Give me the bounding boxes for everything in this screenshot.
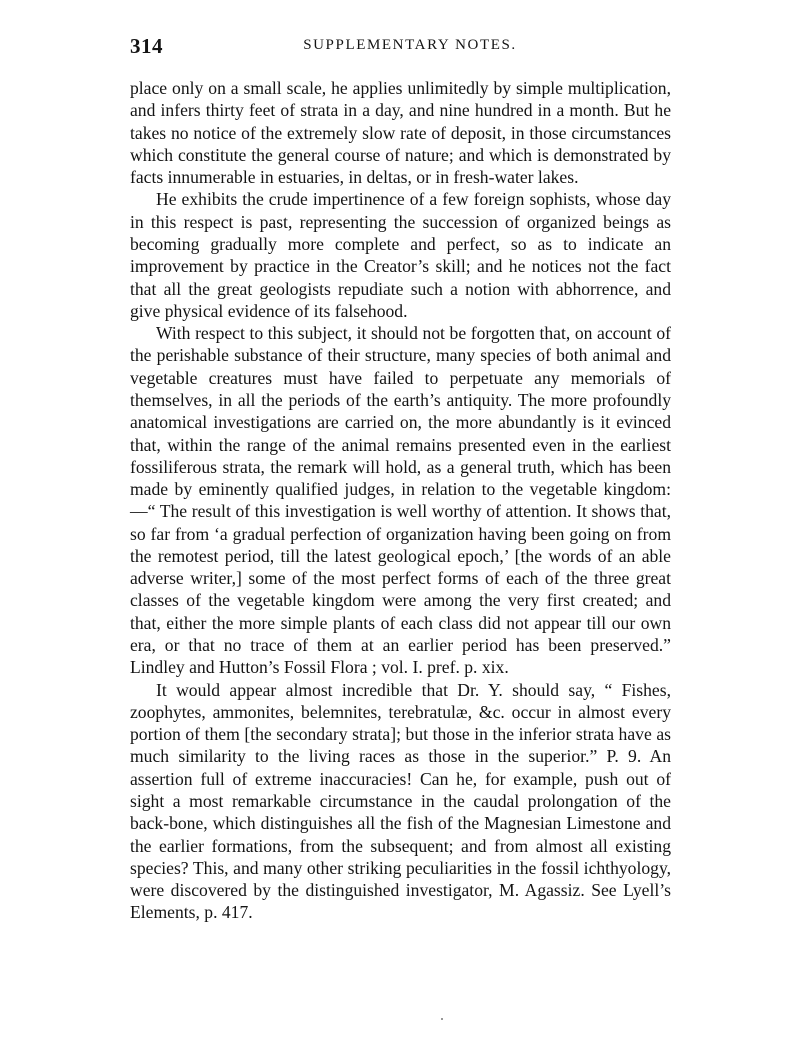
paragraph-continuation: place only on a small scale, he applies unlimitedly by simple multiplication, and infers thirty feet of strata in a day, and nine hundred in a month. But he takes no notice of the extremely slow rate of deposit, in those circumstances which constitute the general course of nature; and which is demonstrated by facts innumerable in estuaries, in deltas, or in fresh-water lakes. <box>130 78 671 188</box>
paragraph-perishable-substance: With respect to this subject, it should not be forgotten that, on account of the perishable substance of their structure, many species of both animal and vegetable creatures must have failed to perpetuate any memorials of themselves, in all the periods of the earth’s antiquity. The more profoundly anatomical investigations are carried on, the more abundantly is it evinced that, within the range of the animal remains presented even in the earliest fossiliferous strata, the remark will hold, as a general truth, which has been made by eminently qualified judges, in relation to the vegetable kingdom:—“ The result of this investigation is well worthy of attention. It shows that, so far from ‘a gradual perfection of organization having been going on from the remotest period, till the latest geological epoch,’ [the words of an able adverse writer,] some of the most perfect forms of each of the three great classes of the vegetable kingdom were among the very first created; and that, either the more simple plants of each class did not appear till our own era, or that no trace of them at an earlier period has been preserved.” Lindley and Hutton’s Fossil Flora ; vol. I. pref. p. xix. <box>130 323 671 678</box>
running-head <box>130 34 670 60</box>
running-title: SUPPLEMENTARY NOTES. <box>303 37 517 53</box>
print-speck <box>441 1018 443 1020</box>
page-number: 314 <box>130 34 163 58</box>
paragraph-sophists: He exhibits the crude impertinence of a few foreign sophists, whose day in this respect is past, representing the succession of organized beings as becoming gradually more complete and perfect, so as to indicate an improvement by practice in the Creator’s skill; and he notices not the fact that all the great geologists repudiate such a notion with abhorrence, and give physical evidence of its falsehood. <box>130 189 671 321</box>
paragraph-fishes-zoophytes: It would appear almost incredible that Dr. Y. should say, “ Fishes, zoophytes, ammonites, belemnites, terebratulæ, &c. occur in almost every portion of them [the secondary strata]; but those in the inferior strata have as much similarity to the living races as those in the superior.” P. 9. An assertion full of extreme inaccuracies! Can he, for example, push out of sight a most remarkable circumstance in the caudal prolongation of the back-bone, which distinguishes all the fish of the Magnesian Limestone and the earlier formations, from the subsequent; and from almost all existing species? This, and many other striking peculiarities in the fossil ichthyology, were discovered by the distinguished investigator, M. Agassiz. See Lyell’s Elements, p. 417. <box>130 679 671 923</box>
text-body <box>130 77 671 924</box>
